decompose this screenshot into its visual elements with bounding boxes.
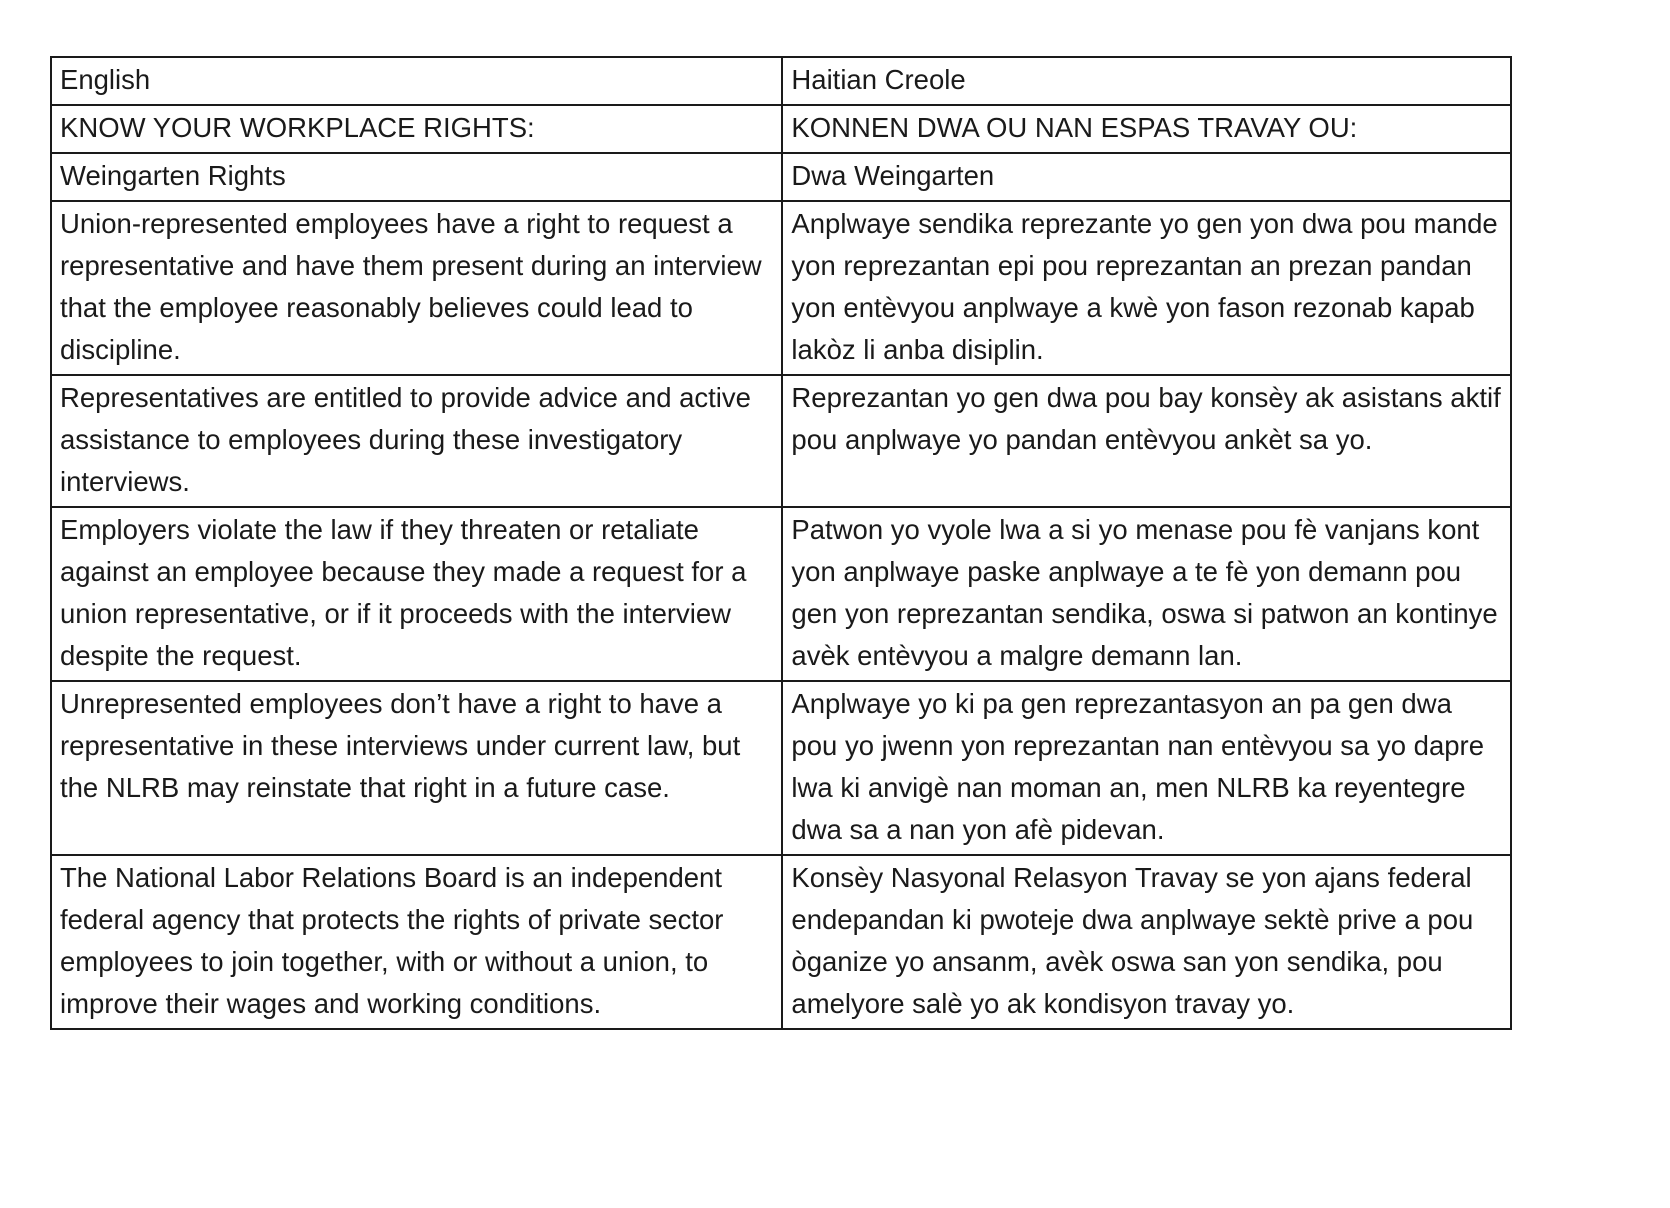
table-row xyxy=(51,507,1511,681)
cell-english: The National Labor Relations Board is an independent federal agency that protects the rights of private sector employees to join together, with or without a union, to improve their wages and working conditions. xyxy=(51,855,782,1029)
cell-english: Weingarten Rights xyxy=(51,153,782,201)
table-row xyxy=(51,201,1511,375)
cell-english: Employers violate the law if they threaten or retaliate against an employee because they made a request for a union representative, or if it proceeds with the interview despite the request. xyxy=(51,507,782,681)
cell-english: Union-represented employees have a right to request a representative and have them present during an interview that the employee reasonably believes could lead to discipline. xyxy=(51,201,782,375)
cell-creole: Dwa Weingarten xyxy=(782,153,1511,201)
cell-creole: Anplwaye yo ki pa gen reprezantasyon an pa gen dwa pou yo jwenn yon reprezantan nan entèvyou sa yo dapre lwa ki anvigè nan moman an, men NLRB ka reyentegre dwa sa a nan yon afè pidevan. xyxy=(782,681,1511,855)
table-row xyxy=(51,153,1511,201)
cell-creole: KONNEN DWA OU NAN ESPAS TRAVAY OU: xyxy=(782,105,1511,153)
cell-english: Unrepresented employees don’t have a right to have a representative in these interviews under current law, but the NLRB may reinstate that right in a future case. xyxy=(51,681,782,855)
table-row xyxy=(51,681,1511,855)
table-header-row xyxy=(51,57,1511,105)
cell-english: Representatives are entitled to provide advice and active assistance to employees during these investigatory interviews. xyxy=(51,375,782,507)
table-row xyxy=(51,105,1511,153)
table-row xyxy=(51,855,1511,1029)
cell-creole: Patwon yo vyole lwa a si yo menase pou fè vanjans kont yon anplwaye paske anplwaye a te fè yon demann pou gen yon reprezantan sendika, oswa si patwon an kontinye avèk entèvyou a malgre demann lan. xyxy=(782,507,1511,681)
header-creole: Haitian Creole xyxy=(782,57,1511,105)
header-english: English xyxy=(51,57,782,105)
cell-creole: Reprezantan yo gen dwa pou bay konsèy ak asistans aktif pou anplwaye yo pandan entèvyou ankèt sa yo. xyxy=(782,375,1511,507)
cell-creole: Anplwaye sendika reprezante yo gen yon dwa pou mande yon reprezantan epi pou reprezantan an prezan pandan yon entèvyou anplwaye a kwè yon fason rezonab kapab lakòz li anba disiplin. xyxy=(782,201,1511,375)
translation-table xyxy=(50,56,1512,1030)
table-row xyxy=(51,375,1511,507)
cell-english: KNOW YOUR WORKPLACE RIGHTS: xyxy=(51,105,782,153)
cell-creole: Konsèy Nasyonal Relasyon Travay se yon ajans federal endepandan ki pwoteje dwa anplwaye sektè prive a pou òganize yo ansanm, avèk oswa san yon sendika, pou amelyore salè yo ak kondisyon travay yo. xyxy=(782,855,1511,1029)
